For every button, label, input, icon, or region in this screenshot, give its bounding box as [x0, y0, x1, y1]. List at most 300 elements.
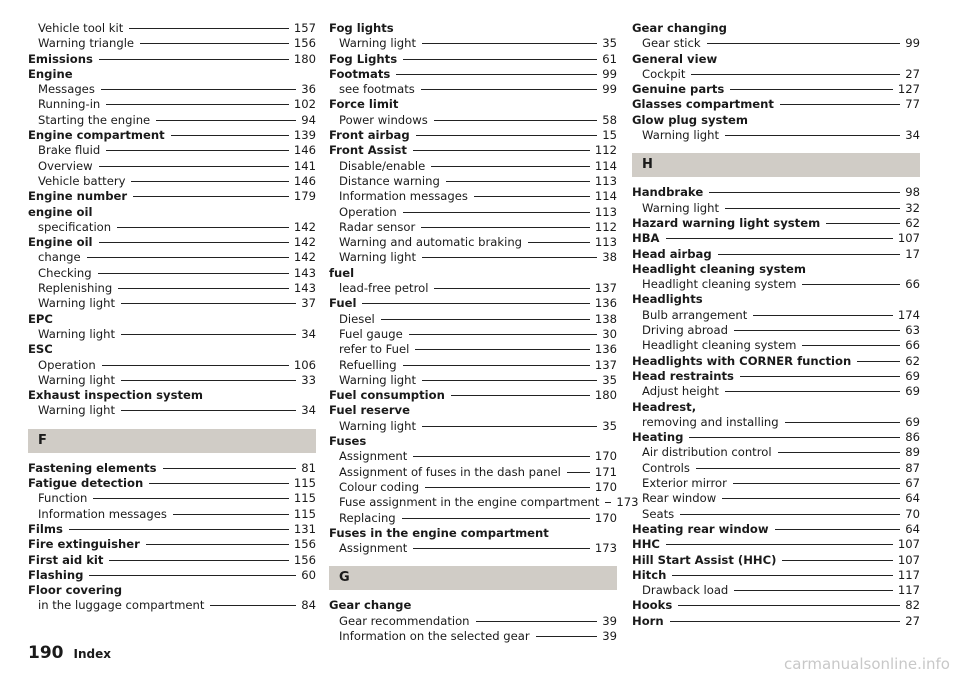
index-subentry[interactable] — [329, 82, 617, 97]
index-heading: Headlight cleaning system — [632, 261, 806, 276]
index-subentry[interactable] — [632, 507, 920, 522]
index-subentry[interactable] — [28, 21, 316, 36]
leader-line — [707, 43, 901, 44]
page-reference[interactable]: 81 — [301, 460, 316, 475]
index-entry[interactable] — [28, 189, 316, 204]
index-subentry[interactable] — [28, 250, 316, 265]
index-entry[interactable] — [28, 52, 316, 67]
entry-label: Warning triangle — [38, 36, 135, 51]
page-reference[interactable]: 35 — [602, 418, 617, 433]
entry-label: Running-in — [38, 97, 101, 112]
index-subentry[interactable] — [28, 113, 316, 128]
entry-label: HHC — [632, 537, 660, 552]
leader-line — [99, 166, 289, 167]
page-reference[interactable]: 114 — [594, 189, 617, 204]
page-reference[interactable]: 60 — [301, 567, 316, 582]
page-reference[interactable]: 179 — [293, 189, 316, 204]
page-reference[interactable]: 112 — [594, 219, 617, 234]
index-entry[interactable] — [329, 52, 617, 67]
entry-label: Fire extinguisher — [28, 537, 140, 552]
index-subentry[interactable] — [632, 128, 920, 143]
index-heading: Engine — [28, 66, 73, 81]
page-reference[interactable]: 173 — [616, 495, 639, 510]
entry-label: Glasses compartment — [632, 97, 774, 112]
index-subentry[interactable] — [632, 461, 920, 476]
index-subentry[interactable] — [329, 373, 617, 388]
page-reference[interactable]: 115 — [293, 491, 316, 506]
page-reference[interactable]: 107 — [897, 537, 920, 552]
index-subentry[interactable] — [329, 449, 617, 464]
index-subentry[interactable] — [329, 113, 617, 128]
index-entry[interactable] — [28, 537, 316, 552]
index-subentry[interactable] — [329, 220, 617, 235]
page-reference[interactable]: 156 — [293, 552, 316, 567]
index-subentry[interactable] — [28, 36, 316, 51]
page-reference[interactable]: 136 — [594, 296, 617, 311]
entry-label: removing and installing — [642, 414, 779, 429]
page-reference[interactable]: 34 — [905, 128, 920, 143]
page-reference[interactable]: 66 — [905, 338, 920, 353]
leader-line — [131, 181, 288, 182]
entry-label: Hill Start Assist (HHC) — [632, 552, 777, 567]
page-reference[interactable]: 77 — [905, 97, 920, 112]
index-subentry[interactable] — [28, 373, 316, 388]
leader-line — [718, 254, 901, 255]
page-reference[interactable]: 99 — [602, 66, 617, 81]
index-entry[interactable] — [632, 369, 920, 384]
index-subentry[interactable] — [329, 419, 617, 434]
index-entry[interactable] — [632, 231, 920, 246]
index-entry[interactable] — [632, 185, 920, 200]
entry-label: Refuelling — [339, 357, 397, 372]
index-subentry[interactable] — [28, 281, 316, 296]
leader-line — [121, 410, 296, 411]
page-reference[interactable]: 142 — [293, 219, 316, 234]
page-reference[interactable]: 15 — [602, 128, 617, 143]
page-reference[interactable]: 136 — [594, 342, 617, 357]
page-reference[interactable]: 180 — [594, 388, 617, 403]
leader-line — [416, 135, 598, 136]
entry-label: Engine oil — [28, 235, 93, 250]
page-reference[interactable]: 82 — [905, 598, 920, 613]
page-reference[interactable]: 137 — [594, 357, 617, 372]
index-entry[interactable] — [632, 553, 920, 568]
index-subentry[interactable] — [28, 220, 316, 235]
page-reference[interactable]: 27 — [905, 613, 920, 628]
index-subentry[interactable] — [632, 491, 920, 506]
page-reference[interactable]: 98 — [905, 185, 920, 200]
entry-label: Brake fluid — [38, 143, 101, 158]
index-entry[interactable] — [329, 388, 617, 403]
page-reference[interactable]: 69 — [905, 368, 920, 383]
index-subentry[interactable] — [329, 358, 617, 373]
index-subentry[interactable] — [329, 174, 617, 189]
index-entry[interactable] — [28, 235, 316, 250]
page-reference[interactable]: 87 — [905, 460, 920, 475]
page-reference[interactable]: 33 — [301, 372, 316, 387]
page-reference[interactable]: 63 — [905, 323, 920, 338]
page-reference[interactable]: 38 — [602, 250, 617, 265]
entry-label: Fog Lights — [329, 51, 398, 66]
page-number: 190 — [28, 643, 64, 663]
leader-line — [102, 365, 289, 366]
entry-label: Fuel gauge — [339, 326, 403, 341]
entry-label: Radar sensor — [339, 219, 416, 234]
leader-line — [780, 104, 900, 105]
page-reference[interactable]: 113 — [594, 173, 617, 188]
page-reference[interactable]: 131 — [293, 521, 316, 536]
page-reference[interactable]: 170 — [594, 479, 617, 494]
index-subentry[interactable] — [632, 583, 920, 598]
index-entry[interactable] — [632, 97, 920, 112]
page-reference[interactable]: 173 — [594, 541, 617, 556]
index-subentry[interactable] — [329, 480, 617, 495]
page-reference[interactable]: 34 — [301, 403, 316, 418]
page-reference[interactable]: 39 — [602, 613, 617, 628]
leader-line — [802, 345, 900, 346]
index-subentry[interactable] — [632, 384, 920, 399]
page-reference[interactable]: 32 — [905, 200, 920, 215]
index-subentry[interactable] — [329, 312, 617, 327]
index-entry[interactable] — [632, 82, 920, 97]
entry-label: Operation — [339, 204, 397, 219]
entry-label: Vehicle battery — [38, 173, 126, 188]
index-subentry[interactable] — [28, 403, 316, 418]
index-entry[interactable] — [632, 430, 920, 445]
index-subentry[interactable] — [632, 308, 920, 323]
page-reference[interactable]: 170 — [594, 510, 617, 525]
index-subentry[interactable] — [329, 495, 639, 510]
page-reference[interactable]: 69 — [905, 414, 920, 429]
leader-line — [451, 395, 590, 396]
page-reference[interactable]: 64 — [905, 521, 920, 536]
index-entry[interactable] — [632, 522, 920, 537]
index-entry[interactable] — [28, 568, 316, 583]
leader-line — [785, 422, 901, 423]
index-entry[interactable] — [632, 598, 920, 613]
index-heading: Fuses in the engine compartment — [329, 525, 549, 540]
entry-label: Overview — [38, 158, 93, 173]
entry-label: Hitch — [632, 567, 667, 582]
page-reference[interactable]: 84 — [301, 598, 316, 613]
index-heading: fuel — [329, 265, 355, 280]
page-reference[interactable]: 94 — [301, 112, 316, 127]
index-entry[interactable] — [329, 67, 617, 82]
leader-line — [666, 238, 893, 239]
page-reference[interactable]: 171 — [594, 464, 617, 479]
entry-label: Rear window — [642, 491, 717, 506]
entry-label: Horn — [632, 613, 664, 628]
page-reference[interactable]: 127 — [897, 82, 920, 97]
index-subentry[interactable] — [28, 598, 316, 613]
entry-label: Bulb arrangement — [642, 307, 748, 322]
leader-line — [528, 242, 590, 243]
page-reference[interactable]: 142 — [293, 235, 316, 250]
leader-line — [689, 437, 900, 438]
leader-line — [413, 150, 590, 151]
page-reference[interactable]: 156 — [293, 36, 316, 51]
page-reference[interactable]: 39 — [602, 628, 617, 643]
page-reference[interactable]: 117 — [897, 567, 920, 582]
index-entry[interactable] — [28, 461, 316, 476]
section-letter-g: G — [329, 566, 617, 590]
leader-line — [121, 303, 296, 304]
page-reference[interactable]: 115 — [293, 506, 316, 521]
page-reference[interactable]: 107 — [897, 552, 920, 567]
leader-line — [146, 544, 289, 545]
index-entry[interactable] — [329, 143, 617, 158]
page-reference[interactable]: 180 — [293, 51, 316, 66]
page-reference[interactable]: 36 — [301, 82, 316, 97]
entry-label: Diesel — [339, 311, 375, 326]
entry-label: Driving abroad — [642, 323, 728, 338]
index-entry[interactable] — [632, 354, 920, 369]
leader-line — [422, 43, 597, 44]
leader-line — [678, 605, 900, 606]
index-subentry[interactable] — [28, 266, 316, 281]
index-entry[interactable] — [329, 296, 617, 311]
entry-label: Headlights with CORNER function — [632, 353, 852, 368]
page-reference[interactable]: 34 — [301, 326, 316, 341]
index-subentry[interactable] — [329, 159, 617, 174]
page-reference[interactable]: 61 — [602, 51, 617, 66]
leader-line — [210, 605, 296, 606]
page-reference[interactable]: 115 — [293, 476, 316, 491]
page-reference[interactable]: 35 — [602, 36, 617, 51]
leader-line — [434, 288, 589, 289]
page-reference[interactable]: 62 — [905, 353, 920, 368]
index-entry[interactable] — [28, 522, 316, 537]
leader-line — [163, 468, 297, 469]
index-entry[interactable] — [28, 553, 316, 568]
entry-label: Head airbag — [632, 246, 712, 261]
page-reference[interactable]: 69 — [905, 384, 920, 399]
index-subentry[interactable] — [28, 174, 316, 189]
page-reference[interactable]: 146 — [293, 143, 316, 158]
page-reference[interactable]: 141 — [293, 158, 316, 173]
leader-line — [670, 621, 901, 622]
entry-label: Controls — [642, 460, 690, 475]
page-reference[interactable]: 86 — [905, 430, 920, 445]
page-reference[interactable]: 142 — [293, 250, 316, 265]
leader-line — [446, 181, 590, 182]
leader-line — [696, 468, 900, 469]
index-subentry[interactable] — [28, 159, 316, 174]
entry-label: Films — [28, 521, 63, 536]
page-reference[interactable]: 137 — [594, 281, 617, 296]
index-subentry[interactable] — [329, 235, 617, 250]
entry-label: Warning light — [642, 128, 720, 143]
index-subentry[interactable] — [329, 541, 617, 556]
page-reference[interactable]: 156 — [293, 537, 316, 552]
leader-line — [121, 334, 296, 335]
entry-label: Warning light — [339, 372, 417, 387]
page-reference[interactable]: 113 — [594, 235, 617, 250]
index-column-3 — [632, 21, 920, 629]
index-subentry[interactable] — [28, 358, 316, 373]
entry-label: Drawback load — [642, 583, 729, 598]
page-reference[interactable]: 157 — [293, 21, 316, 35]
index-subentry[interactable] — [632, 323, 920, 338]
entry-label: Disable/enable — [339, 158, 426, 173]
leader-line — [109, 560, 288, 561]
entry-label: see footmats — [339, 82, 415, 97]
index-subentry[interactable] — [632, 415, 920, 430]
entry-label: Information on the selected gear — [339, 628, 530, 643]
index-subentry[interactable] — [329, 250, 617, 265]
page-reference[interactable]: 70 — [905, 506, 920, 521]
index-heading: Floor covering — [28, 583, 123, 598]
entry-label: Exterior mirror — [642, 476, 727, 491]
leader-line — [536, 636, 598, 637]
leader-line — [431, 166, 590, 167]
leader-line — [421, 89, 597, 90]
leader-line — [733, 483, 900, 484]
index-subentry[interactable] — [329, 281, 617, 296]
index-entry[interactable] — [329, 128, 617, 143]
index-subentry[interactable] — [632, 445, 920, 460]
index-subentry[interactable] — [329, 465, 617, 480]
index-subentry[interactable] — [28, 491, 316, 506]
index-subentry[interactable] — [28, 507, 316, 522]
entry-label: Fatigue detection — [28, 476, 144, 491]
entry-label: Messages — [38, 82, 95, 97]
index-subentry[interactable] — [329, 342, 617, 357]
index-subentry[interactable] — [28, 97, 316, 112]
index-heading: Force limit — [329, 97, 399, 112]
leader-line — [605, 502, 611, 503]
entry-label: Information messages — [38, 506, 167, 521]
page-reference[interactable]: 67 — [905, 476, 920, 491]
index-subentry[interactable] — [329, 189, 617, 204]
entry-label: Engine compartment — [28, 128, 165, 143]
entry-label: in the luggage compartment — [38, 598, 205, 613]
leader-line — [740, 376, 900, 377]
index-entry[interactable] — [28, 476, 316, 491]
index-subentry[interactable] — [329, 629, 617, 644]
index-subentry[interactable] — [329, 614, 617, 629]
page-reference[interactable]: 99 — [602, 82, 617, 97]
page-reference[interactable]: 107 — [897, 231, 920, 246]
index-entry[interactable] — [632, 247, 920, 262]
entry-label: Engine number — [28, 189, 128, 204]
entry-label: Cockpit — [642, 66, 686, 81]
page-reference[interactable]: 146 — [293, 173, 316, 188]
page-reference[interactable]: 17 — [905, 246, 920, 261]
page-reference[interactable]: 143 — [293, 265, 316, 280]
index-subentry[interactable] — [632, 36, 920, 51]
page-reference[interactable]: 58 — [602, 112, 617, 127]
index-column-1 — [28, 21, 316, 614]
index-subentry[interactable] — [329, 327, 617, 342]
page-reference[interactable]: 99 — [905, 36, 920, 51]
leader-line — [140, 43, 289, 44]
leader-line — [826, 223, 900, 224]
index-subentry[interactable] — [632, 277, 920, 292]
entry-label: Replenishing — [38, 281, 113, 296]
page-reference[interactable]: 113 — [594, 204, 617, 219]
entry-label: specification — [38, 219, 112, 234]
leader-line — [730, 89, 893, 90]
page-reference[interactable]: 89 — [905, 445, 920, 460]
index-subentry[interactable] — [28, 296, 316, 311]
leader-line — [782, 560, 892, 561]
page-reference[interactable]: 138 — [594, 311, 617, 326]
page-reference[interactable]: 170 — [594, 449, 617, 464]
index-subentry[interactable] — [329, 511, 617, 526]
index-subentry[interactable] — [632, 476, 920, 491]
index-entry[interactable] — [632, 216, 920, 231]
entry-label: Warning light — [38, 296, 116, 311]
page-reference[interactable]: 62 — [905, 215, 920, 230]
index-subentry[interactable] — [28, 143, 316, 158]
index-subentry[interactable] — [329, 36, 617, 51]
leader-line — [149, 483, 289, 484]
entry-label: Adjust height — [642, 384, 719, 399]
leader-line — [474, 196, 590, 197]
leader-line — [171, 135, 289, 136]
leader-line — [413, 548, 590, 549]
page-reference[interactable]: 174 — [897, 307, 920, 322]
index-subentry[interactable] — [329, 205, 617, 220]
page-reference[interactable]: 64 — [905, 491, 920, 506]
page-reference[interactable]: 114 — [594, 158, 617, 173]
page-reference[interactable]: 30 — [602, 326, 617, 341]
leader-line — [725, 135, 900, 136]
index-subentry[interactable] — [632, 338, 920, 353]
index-subentry[interactable] — [28, 327, 316, 342]
leader-line — [106, 104, 289, 105]
leader-line — [409, 334, 598, 335]
leader-line — [381, 319, 590, 320]
page-reference[interactable]: 35 — [602, 372, 617, 387]
page-reference[interactable]: 66 — [905, 277, 920, 292]
index-entry[interactable] — [632, 537, 920, 552]
leader-line — [422, 380, 597, 381]
leader-line — [725, 391, 900, 392]
page-reference[interactable]: 139 — [293, 128, 316, 143]
page-reference[interactable]: 37 — [301, 296, 316, 311]
index-heading: ESC — [28, 342, 53, 357]
leader-line — [118, 288, 289, 289]
leader-line — [98, 273, 289, 274]
index-subentry[interactable] — [632, 67, 920, 82]
index-subentry[interactable] — [28, 82, 316, 97]
index-column-2 — [329, 21, 639, 644]
index-entry[interactable] — [28, 128, 316, 143]
entry-label: HBA — [632, 231, 660, 246]
entry-label: Hazard warning light system — [632, 215, 821, 230]
entry-label: Heating — [632, 430, 684, 445]
leader-line — [93, 498, 289, 499]
index-entry[interactable] — [632, 568, 920, 583]
index-subentry[interactable] — [632, 201, 920, 216]
index-heading: engine oil — [28, 204, 93, 219]
leader-line — [396, 74, 597, 75]
entry-label: Fuel consumption — [329, 388, 445, 403]
index-entry[interactable] — [632, 614, 920, 629]
page-reference[interactable]: 27 — [905, 66, 920, 81]
page-reference[interactable]: 112 — [594, 143, 617, 158]
page-reference[interactable]: 143 — [293, 281, 316, 296]
page-reference[interactable]: 106 — [293, 357, 316, 372]
page-reference[interactable]: 102 — [293, 97, 316, 112]
leader-line — [691, 74, 900, 75]
leader-line — [87, 257, 289, 258]
leader-line — [734, 330, 900, 331]
page-reference[interactable]: 117 — [897, 583, 920, 598]
entry-label: Fuse assignment in the engine compartment — [339, 495, 600, 510]
